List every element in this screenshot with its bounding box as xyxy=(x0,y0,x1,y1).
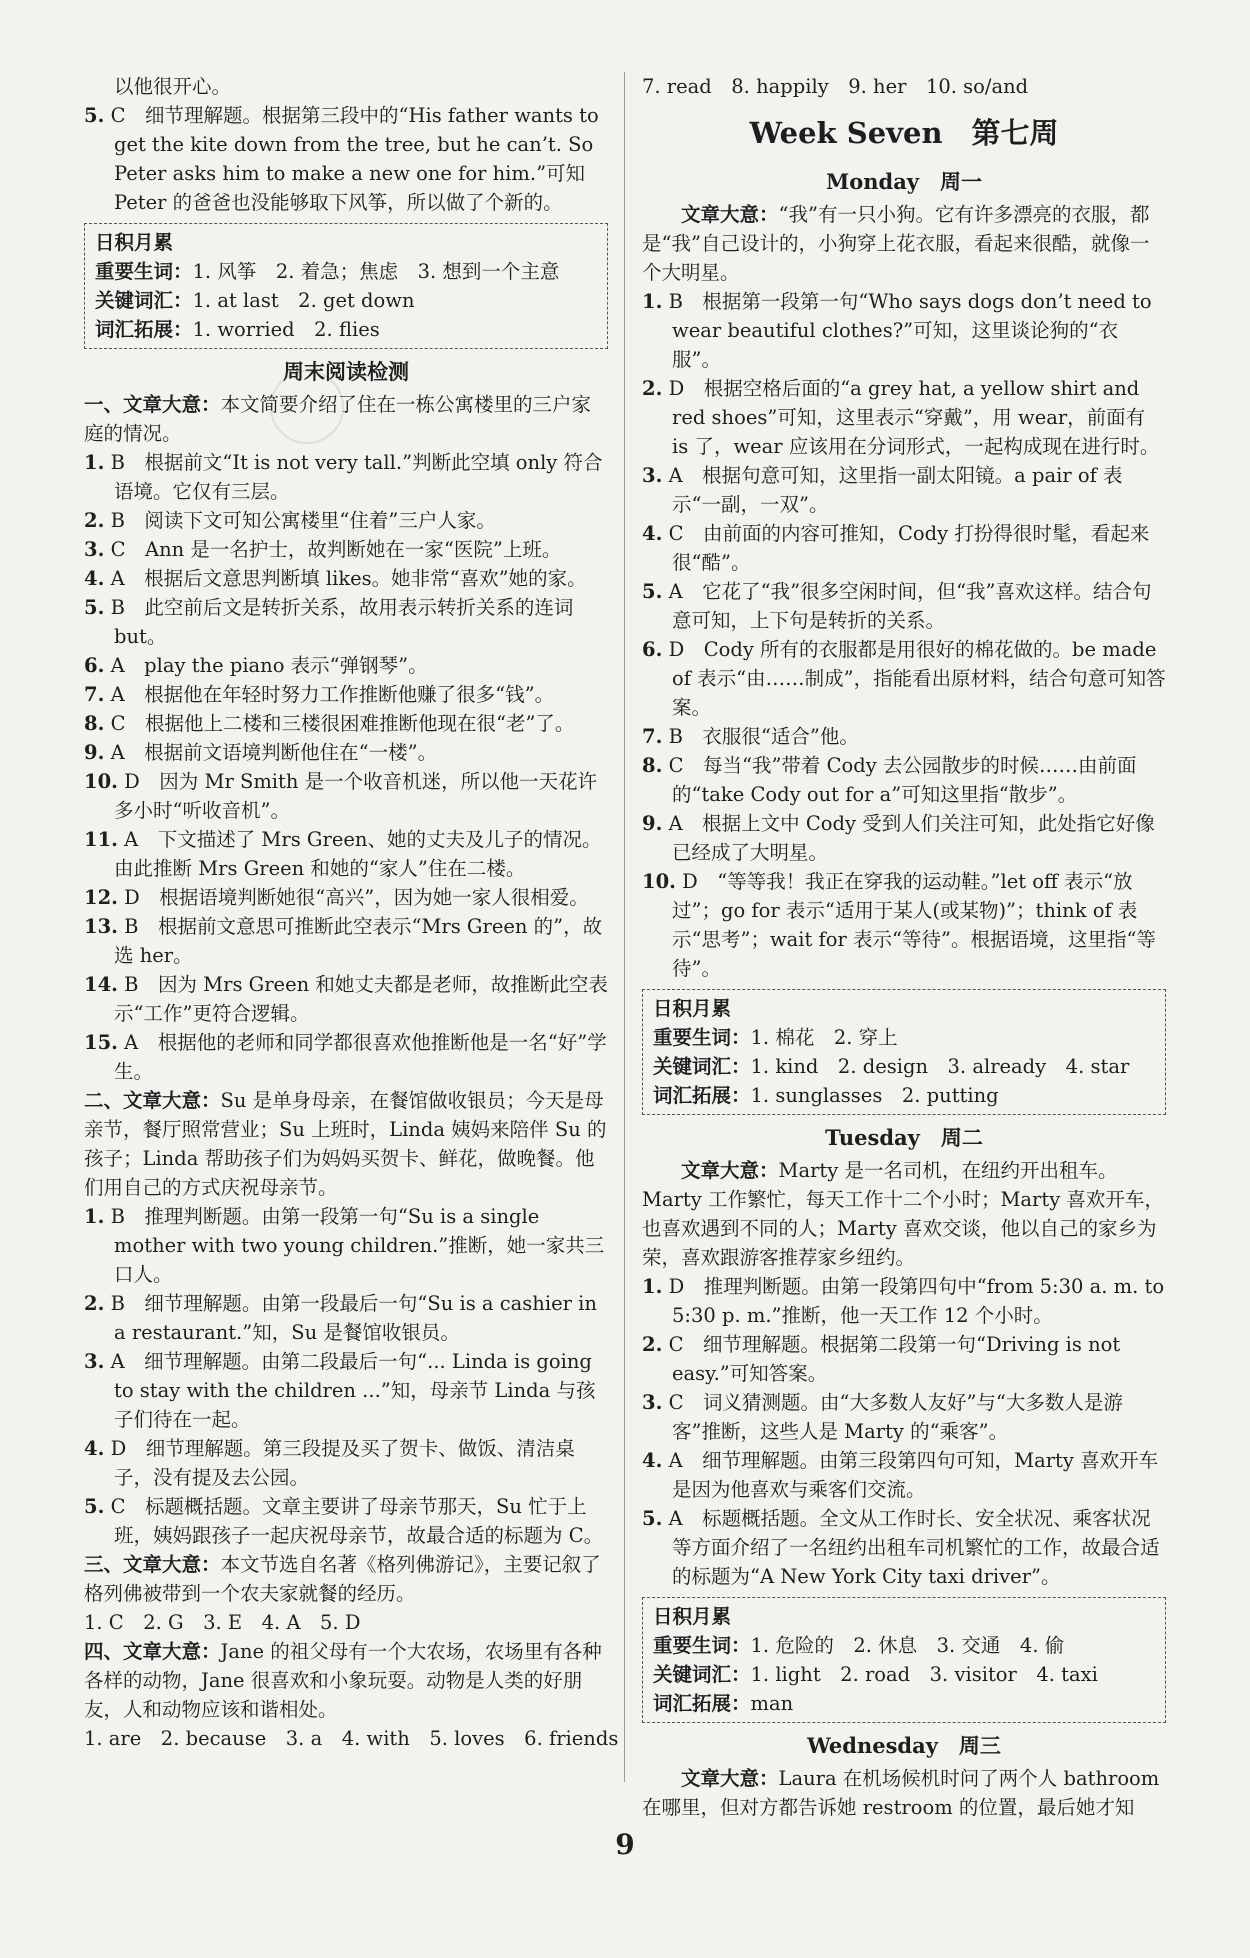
vocab-row: 关键词汇：1. at last 2. get down xyxy=(95,289,415,312)
answer-item xyxy=(84,912,608,970)
answer-text: A 根据他在年轻时努力工作推断他赚了很多“钱”。 xyxy=(110,683,555,706)
answer-item xyxy=(642,1504,1166,1591)
answer-item xyxy=(84,825,608,883)
vocab-row: 关键词汇：1. light 2. road 3. visitor 4. taxi xyxy=(653,1663,1098,1686)
day-title-tuesday: Tuesday 周二 xyxy=(825,1125,983,1150)
column-divider xyxy=(624,72,625,1782)
answer-item xyxy=(642,1272,1166,1330)
answer-item xyxy=(642,809,1166,867)
answer-item xyxy=(642,287,1166,374)
answer-text: A 标题概括题。全文从工作时长、安全状况、乘客状况等方面介绍了一名纽约出租车司机繁忙的工作，故最合适的标题为“A New York City taxi driver”。 xyxy=(668,1507,1160,1588)
vocab-box-title: 日积月累 xyxy=(653,1605,732,1628)
answer-number: 5. xyxy=(84,596,105,619)
right-column xyxy=(642,72,1166,1822)
answer-text: B 根据第一段第一句“Who says dogs don’t need to wear beautiful clothes?”可知，这里谈论狗的“衣服”。 xyxy=(668,290,1152,371)
answer-line: 1. are 2. because 3. a 4. with 5. loves 6. friends xyxy=(84,1727,619,1750)
answer-number: 5. xyxy=(642,580,663,603)
answer-list xyxy=(642,1272,1166,1591)
continued-line: 以他很开心。 xyxy=(114,75,232,98)
vocab-box xyxy=(84,223,608,349)
vocab-row: 重要生词：1. 危险的 2. 休息 3. 交通 4. 偷 xyxy=(653,1634,1065,1657)
answer-number: 2. xyxy=(84,1292,105,1315)
answer-item xyxy=(84,1347,608,1434)
weekend-test-title: 周末阅读检测 xyxy=(283,359,409,384)
vocab-row: 重要生词：1. 棉花 2. 穿上 xyxy=(653,1026,898,1049)
day-summary: 文章大意：Laura 在机场候机时问了两个人 bathroom 在哪里，但对方都告诉她 restroom 的位置，最后她才知 xyxy=(642,1767,1160,1819)
vocab-row: 词汇拓展：man xyxy=(653,1692,794,1715)
day-summary: 文章大意：Marty 是一名司机，在纽约开出租车。Marty 工作繁忙，每天工作十二个小时；Marty 喜欢开车，也喜欢遇到不同的人；Marty 喜欢交谈，他以自己的家乡为荣，喜欢跟游客推荐家乡纽约。 xyxy=(642,1159,1164,1269)
answer-item xyxy=(642,519,1166,577)
vocab-box-title: 日积月累 xyxy=(653,997,732,1020)
answer-item xyxy=(84,767,608,825)
vocab-row: 关键词汇：1. kind 2. design 3. already 4. star xyxy=(653,1055,1130,1078)
answer-text: D “等等我！我正在穿我的运动鞋。”let off 表示“放过”；go for 表示“适用于某人(或某物)”；think of 表示“思考”；wait for 表示“等待”。根据语境，这里指“等待”。 xyxy=(672,870,1156,980)
answer-text: C 标题概括题。文章主要讲了母亲节那天，Su 忙于上班，姨妈跟孩子一起庆祝母亲节，故最合适的标题为 C。 xyxy=(110,1495,604,1547)
answer-number: 12. xyxy=(84,886,118,909)
answer-item xyxy=(84,1289,608,1347)
left-column xyxy=(84,72,619,1753)
answer-item xyxy=(642,722,1166,751)
answer-number: 9. xyxy=(84,741,105,764)
answer-number: 3. xyxy=(84,1350,105,1373)
vocab-row: 词汇拓展：1. worried 2. flies xyxy=(95,318,380,341)
answer-line: 7. read 8. happily 9. her 10. so/and xyxy=(642,75,1029,98)
answer-number: 9. xyxy=(642,812,663,835)
answer-number: 8. xyxy=(84,712,105,735)
answer-item xyxy=(84,506,608,535)
answer-text: D 因为 Mr Smith 是一个收音机迷，所以他一天花许多小时“听收音机”。 xyxy=(114,770,598,822)
answer-number: 15. xyxy=(84,1031,118,1054)
answer-text: D 根据空格后面的“a grey hat, a yellow shirt and red shoes”可知，这里表示“穿戴”，用 wear，前面有 is 了，wear 应该用在分词形式，一起构成现在进行时。 xyxy=(668,377,1160,458)
part-summary: 三、文章大意：本文节选自名著《格列佛游记》，主要记叙了格列佛被带到一个农夫家就餐的经历。 xyxy=(84,1553,601,1605)
answer-list xyxy=(84,448,608,1086)
answer-text: B 因为 Mrs Green 和她丈夫都是老师，故推断此空表示“工作”更符合逻辑。 xyxy=(114,973,608,1025)
vocab-row: 重要生词：1. 风筝 2. 着急；焦虑 3. 想到一个主意 xyxy=(95,260,560,283)
answer-text: A 它花了“我”很多空闲时间，但“我”喜欢这样。结合句意可知，上下句是转折的关系。 xyxy=(668,580,1152,632)
answer-number: 3. xyxy=(642,464,663,487)
answer-text: C 细节理解题。根据第二段第一句“Driving is not easy.”可知答案。 xyxy=(668,1333,1121,1385)
answer-number: 5. xyxy=(642,1507,663,1530)
answer-number: 11. xyxy=(84,828,118,851)
day-summary: 文章大意：“我”有一只小狗。它有许多漂亮的衣服，都是“我”自己设计的，小狗穿上花衣服，看起来很酷，就像一个大明星。 xyxy=(642,203,1150,284)
answer-item xyxy=(84,970,608,1028)
answer-list xyxy=(642,287,1166,983)
answer-text: B 此空前后文是转折关系，故用表示转折关系的连词 but。 xyxy=(110,596,574,648)
answer-item xyxy=(642,751,1166,809)
answer-text: B 根据前文“It is not very tall.”判断此空填 only 符合语境。它仅有三层。 xyxy=(110,451,603,503)
answer-list xyxy=(84,1202,608,1550)
answer-number: 1. xyxy=(84,451,105,474)
answer-item xyxy=(84,1202,608,1289)
answer-item xyxy=(84,1028,608,1086)
answer-text: C 由前面的内容可推知，Cody 打扮得很时髦，看起来很“酷”。 xyxy=(668,522,1150,574)
answer-text: D 推理判断题。由第一段第四句中“from 5:30 a. m. to 5:30 p. m.”推断，他一天工作 12 个小时。 xyxy=(668,1275,1165,1327)
answer-number: 7. xyxy=(642,725,663,748)
answer-text: A 根据他的老师和同学都很喜欢他推断他是一名“好”学生。 xyxy=(114,1031,607,1083)
answer-text: D Cody 所有的衣服都是用很好的棉花做的。be made of 表示“由……制成”，指能看出原材料，结合句意可知答案。 xyxy=(668,638,1166,719)
answer-text: A 根据前文语境判断他住在“一楼”。 xyxy=(110,741,438,764)
answer-item xyxy=(84,535,608,564)
part-summary: 一、文章大意：本文简要介绍了住在一栋公寓楼里的三户家庭的情况。 xyxy=(84,393,592,445)
answer-text: A 细节理解题。由第二段最后一句“... Linda is going to stay with the children ...”知，母亲节 Linda 与孩子们待在一起。 xyxy=(110,1350,596,1431)
answer-text: C Ann 是一名护士，故判断她在一家“医院”上班。 xyxy=(110,538,562,561)
answer-text: A 根据句意可知，这里指一副太阳镜。a pair of 表示“一副，一双”。 xyxy=(668,464,1123,516)
answer-item xyxy=(642,1388,1166,1446)
answer-number: 6. xyxy=(642,638,663,661)
answer-text: B 衣服很“适合”他。 xyxy=(668,725,859,748)
answer-text: C 词义猜测题。由“大多数人友好”与“大多数人是游客”推断，这些人是 Marty 的“乘客”。 xyxy=(668,1391,1123,1443)
vocab-row: 词汇拓展：1. sunglasses 2. putting xyxy=(653,1084,999,1107)
answer-number: 6. xyxy=(84,654,105,677)
answer-item xyxy=(642,867,1166,983)
answer-text: B 阅读下文可知公寓楼里“住着”三户人家。 xyxy=(110,509,496,532)
answer-item xyxy=(642,461,1166,519)
vocab-box xyxy=(642,989,1166,1115)
answer-text: D 根据语境判断她很“高兴”，因为她一家人很相爱。 xyxy=(124,886,589,909)
answer-number: 8. xyxy=(642,754,663,777)
day-title-monday: Monday 周一 xyxy=(825,169,982,194)
answer-text: D 细节理解题。第三段提及买了贺卡、做饭、清洁桌子，没有提及去公园。 xyxy=(110,1437,575,1489)
answer-number: 3. xyxy=(84,538,105,561)
answer-item xyxy=(84,883,608,912)
answer-item xyxy=(84,593,608,651)
answer-text: B 推理判断题。由第一段第一句“Su is a single mother with two young children.”推断，她一家共三口人。 xyxy=(110,1205,605,1286)
answer-number: 10. xyxy=(84,770,118,793)
answer-item xyxy=(84,709,608,738)
answer-number: 1. xyxy=(84,1205,105,1228)
answer-number: 2. xyxy=(642,1333,663,1356)
answer-item xyxy=(642,1330,1166,1388)
answer-line: 1. C 2. G 3. E 4. A 5. D xyxy=(84,1611,361,1634)
answer-item: 5. C 细节理解题。根据第三段中的“His father wants to get the kite down from the tree, but he can’t. So Peter asks him to make a new one for him.”可知 Peter 的爸爸也没能够取下风筝，所以做了个新的。 xyxy=(84,104,599,214)
answer-number: 5. xyxy=(84,1495,105,1518)
answer-number: 2. xyxy=(642,377,663,400)
vocab-box-title: 日积月累 xyxy=(95,231,174,254)
part-summary: 二、文章大意：Su 是单身母亲，在餐馆做收银员；今天是母亲节，餐厅照常营业；Su 上班时，Linda 姨妈来陪伴 Su 的孩子；Linda 帮助孩子们为妈妈买贺卡、鲜花，做晚餐。他们用自己的方式庆祝母亲节。 xyxy=(84,1089,607,1199)
vocab-box xyxy=(642,1597,1166,1723)
answer-item xyxy=(84,1492,608,1550)
page-number: 9 xyxy=(615,1828,635,1861)
answer-item xyxy=(84,564,608,593)
answer-number: 4. xyxy=(84,1437,105,1460)
answer-number: 10. xyxy=(642,870,676,893)
answer-text: A 细节理解题。由第三段第四句可知，Marty 喜欢开车是因为他喜欢与乘客们交流。 xyxy=(668,1449,1159,1501)
answer-number: 7. xyxy=(84,683,105,706)
answer-text: A 下文描述了 Mrs Green、她的丈夫及儿子的情况。由此推断 Mrs Green 和她的“家人”住在二楼。 xyxy=(114,828,602,880)
answer-number: 4. xyxy=(84,567,105,590)
answer-item xyxy=(84,651,608,680)
answer-number: 4. xyxy=(642,1449,663,1472)
answer-text: A play the piano 表示“弹钢琴”。 xyxy=(110,654,428,677)
answer-text: B 细节理解题。由第一段最后一句“Su is a cashier in a restaurant.”知，Su 是餐馆收银员。 xyxy=(110,1292,597,1344)
day-title-wednesday: Wednesday 周三 xyxy=(807,1733,1001,1758)
answer-item xyxy=(84,680,608,709)
answer-text: B 根据前文意思可推断此空表示“Mrs Green 的”，故选 her。 xyxy=(114,915,603,967)
week-title: Week Seven 第七周 xyxy=(749,116,1059,150)
answer-item xyxy=(642,635,1166,722)
answer-text: C 根据他上二楼和三楼很困难推断他现在很“老”了。 xyxy=(110,712,575,735)
answer-number: 1. xyxy=(642,290,663,313)
answer-number: 1. xyxy=(642,1275,663,1298)
answer-item xyxy=(642,577,1166,635)
answer-text: C 每当“我”带着 Cody 去公园散步的时候……由前面的“take Cody out for a”可知这里指“散步”。 xyxy=(668,754,1137,806)
answer-item xyxy=(642,1446,1166,1504)
answer-number: 3. xyxy=(642,1391,663,1414)
answer-item xyxy=(84,738,608,767)
answer-number: 2. xyxy=(84,509,105,532)
answer-number: 4. xyxy=(642,522,663,545)
answer-item xyxy=(84,448,608,506)
answer-text: A 根据上文中 Cody 受到人们关注可知，此处指它好像已经成了大明星。 xyxy=(668,812,1155,864)
part-summary: 四、文章大意：Jane 的祖父母有一个大农场，农场里有各种各样的动物，Jane 很喜欢和小象玩耍。动物是人类的好朋友，人和动物应该和谐相处。 xyxy=(84,1640,602,1721)
answer-number: 13. xyxy=(84,915,118,938)
answer-item xyxy=(642,374,1166,461)
answer-text: A 根据后文意思判断填 likes。她非常“喜欢”她的家。 xyxy=(110,567,587,590)
answer-item xyxy=(84,1434,608,1492)
answer-number: 14. xyxy=(84,973,118,996)
